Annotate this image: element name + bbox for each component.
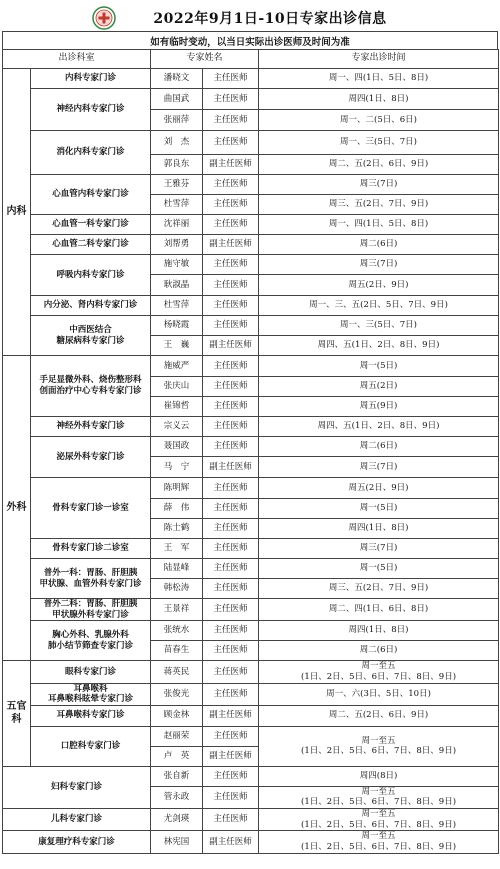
doctor-title-cell: 主任医师: [203, 499, 259, 519]
schedule-time-cell: 周三(7日): [259, 255, 499, 275]
table-header-row: [3, 50, 499, 69]
doctor-title-cell: 主任医师: [203, 110, 259, 131]
doctor-name-cell: 王 军: [151, 539, 203, 559]
department-cell: 胸心外科、乳腺外科 肺小结节筛查专家门诊: [31, 621, 151, 661]
schedule-time-cell: 周三(7日): [259, 175, 499, 195]
schedule-time-cell: 周三(7日): [259, 539, 499, 559]
table-row: [3, 599, 499, 621]
doctor-name-cell: 施威严: [151, 356, 203, 377]
doctor-name-cell: 潘晓文: [151, 69, 203, 89]
schedule-time-cell: 周一、六(3日、5日、10日): [259, 683, 499, 705]
doctor-name-cell: 蒋英民: [151, 661, 203, 683]
schedule-time-cell: 周二(6日): [259, 641, 499, 661]
schedule-time-cell: 周五(2日): [259, 377, 499, 397]
column-header-doctor: 专家姓名: [151, 50, 259, 69]
schedule-time-cell: 周一、三(5日、7日): [259, 316, 499, 336]
doctor-name-cell: 张俊光: [151, 683, 203, 705]
department-cell: 心血管内科专家门诊: [31, 175, 151, 215]
doctor-name-cell: 王雅芬: [151, 175, 203, 195]
doctor-title-cell: 主任医师: [203, 726, 259, 746]
doctor-title-cell: 主任医师: [203, 599, 259, 621]
doctor-name-cell: 聂国政: [151, 437, 203, 457]
table-row: [3, 131, 499, 155]
doctor-title-cell: 主任医师: [203, 397, 259, 417]
category-cell: 五官科: [3, 661, 31, 767]
table-row: [3, 255, 499, 275]
doctor-title-cell: 副主任医师: [203, 457, 259, 478]
schedule-time-cell: 周一(5日): [259, 559, 499, 579]
doctor-title-cell: 主任医师: [203, 766, 259, 786]
doctor-name-cell: 曲国武: [151, 89, 203, 110]
doctor-name-cell: 王景祥: [151, 599, 203, 621]
department-cell: 神经内科专家门诊: [31, 89, 151, 131]
table-row: [3, 683, 499, 705]
doctor-name-cell: 陈士鹤: [151, 519, 203, 539]
doctor-title-cell: 主任医师: [203, 69, 259, 89]
doctor-name-cell: 宗义云: [151, 417, 203, 437]
table-row: [3, 296, 499, 316]
schedule-time-cell: 周一至五 (1日、2日、5日、6日、7日、8日、9日): [259, 661, 499, 683]
doctor-title-cell: 副主任医师: [203, 155, 259, 175]
department-cell: 泌尿外科专家门诊: [31, 437, 151, 478]
doctor-name-cell: 王 巍: [151, 336, 203, 356]
doctor-name-cell: 刘帮勇: [151, 235, 203, 255]
table-row: [3, 356, 499, 377]
schedule-time-cell: 周一(5日): [259, 356, 499, 377]
doctor-name-cell: 杜雪萍: [151, 195, 203, 215]
doctor-name-cell: 尤剑瑛: [151, 809, 203, 831]
doctor-name-cell: 马 宁: [151, 457, 203, 478]
doctor-name-cell: 陆显峰: [151, 559, 203, 579]
schedule-time-cell: 周一、四(1日、5日、8日): [259, 69, 499, 89]
schedule-time-cell: 周二(6日): [259, 437, 499, 457]
doctor-name-cell: 沈祥丽: [151, 215, 203, 235]
department-cell: 康复理疗科专家门诊: [3, 831, 151, 853]
column-header-time: 专家出诊时间: [259, 50, 499, 69]
department-cell: 手足显微外科、烧伤整形科 创面治疗中心专科专家门诊: [31, 356, 151, 417]
doctor-name-cell: 郭良东: [151, 155, 203, 175]
schedule-time-cell: 周三、五(2日、7日、9日): [259, 579, 499, 599]
doctor-title-cell: 主任医师: [203, 316, 259, 336]
schedule-time-cell: 周五(2日、9日): [259, 478, 499, 499]
schedule-time-cell: 周一、三、五(2日、5日、7日、9日): [259, 296, 499, 316]
doctor-title-cell: 副主任医师: [203, 235, 259, 255]
doctor-name-cell: 苗春生: [151, 641, 203, 661]
doctor-title-cell: 副主任医师: [203, 705, 259, 726]
table-row: [3, 316, 499, 336]
table-row: [3, 539, 499, 559]
doctor-title-cell: 主任医师: [203, 661, 259, 683]
page-title: 2022年9月1日-10日专家出诊信息: [153, 11, 387, 27]
department-cell: 心血管一科专家门诊: [31, 215, 151, 235]
doctor-title-cell: 副主任医师: [203, 746, 259, 766]
doctor-name-cell: 刘 杰: [151, 131, 203, 155]
table-row: [3, 235, 499, 255]
doctor-title-cell: 主任医师: [203, 519, 259, 539]
doctor-name-cell: 薛 伟: [151, 499, 203, 519]
doctor-title-cell: 主任医师: [203, 195, 259, 215]
doctor-name-cell: 张统水: [151, 621, 203, 641]
schedule-time-cell: 周五(2日、9日): [259, 275, 499, 296]
table-row: [3, 437, 499, 457]
doctor-title-cell: 主任医师: [203, 296, 259, 316]
doctor-name-cell: 崔锦哲: [151, 397, 203, 417]
table-row: [3, 417, 499, 437]
table-row: [3, 726, 499, 746]
schedule-time-cell: 周五(9日): [259, 397, 499, 417]
schedule-time-cell: 周四(1日、8日): [259, 621, 499, 641]
schedule-time-cell: 周一至五 (1日、2日、5日、6日、7日、8日、9日): [259, 809, 499, 831]
doctor-name-cell: 林宪国: [151, 831, 203, 853]
doctor-title-cell: 主任医师: [203, 478, 259, 499]
schedule-time-cell: 周二、五(2日、6日、9日): [259, 705, 499, 726]
table-row: [3, 661, 499, 683]
schedule-time-cell: 周四、五(1日、2日、8日、9日): [259, 417, 499, 437]
table-row: [3, 559, 499, 579]
doctor-name-cell: 施守敏: [151, 255, 203, 275]
doctor-name-cell: 耿淑晶: [151, 275, 203, 296]
table-row: [3, 89, 499, 110]
department-cell: 耳鼻喉科专家门诊: [31, 705, 151, 726]
column-header-department: 出诊科室: [3, 50, 151, 69]
doctor-name-cell: 卢 英: [151, 746, 203, 766]
department-cell: 普外二科：胃肠、肝胆胰 甲状腺外科专家门诊: [31, 599, 151, 621]
schedule-time-cell: 周一(5日): [259, 499, 499, 519]
doctor-title-cell: 主任医师: [203, 809, 259, 831]
doctor-title-cell: 主任医师: [203, 275, 259, 296]
table-row: [3, 69, 499, 89]
doctor-title-cell: 主任医师: [203, 215, 259, 235]
doctor-title-cell: 主任医师: [203, 621, 259, 641]
schedule-time-cell: 周四(1日、8日): [259, 89, 499, 110]
doctor-title-cell: 主任医师: [203, 255, 259, 275]
department-cell: 眼科专家门诊: [31, 661, 151, 683]
schedule-time-cell: 周二、五(2日、6日、9日): [259, 155, 499, 175]
doctor-title-cell: 主任医师: [203, 579, 259, 599]
department-cell: 内分泌、肾内科专家门诊: [31, 296, 151, 316]
department-cell: 神经外科专家门诊: [31, 417, 151, 437]
table-row: [3, 478, 499, 499]
category-cell: 内科: [3, 69, 31, 356]
table-row: [3, 215, 499, 235]
table-row: [3, 705, 499, 726]
schedule-time-cell: 周三(7日): [259, 457, 499, 478]
doctor-title-cell: 主任医师: [203, 641, 259, 661]
department-cell: 骨科专家门诊二诊室: [31, 539, 151, 559]
doctor-name-cell: 顾金林: [151, 705, 203, 726]
department-cell: 内科专家门诊: [31, 69, 151, 89]
doctor-title-cell: 主任医师: [203, 131, 259, 155]
department-cell: 中西医结合 糖尿病科专家门诊: [31, 316, 151, 356]
table-row: [3, 766, 499, 786]
doctor-name-cell: 张丽萍: [151, 110, 203, 131]
table-row: [3, 831, 499, 853]
table-row: [3, 175, 499, 195]
doctor-title-cell: 副主任医师: [203, 336, 259, 356]
department-cell: 呼吸内科专家门诊: [31, 255, 151, 296]
doctor-title-cell: 主任医师: [203, 786, 259, 808]
doctor-name-cell: 赵丽荣: [151, 726, 203, 746]
doctor-title-cell: 主任医师: [203, 377, 259, 397]
notice-banner: 如有临时变动，以当日实际出诊医师及时间为准: [2, 31, 498, 49]
department-cell: 儿科专家门诊: [3, 809, 151, 831]
department-cell: 骨科专家门诊一诊室: [31, 478, 151, 539]
department-cell: 口腔科专家门诊: [31, 726, 151, 766]
department-cell: 妇科专家门诊: [3, 766, 151, 808]
department-cell: 普外一科：胃肠、肝胆胰 甲状腺、血管外科专家门诊: [31, 559, 151, 599]
doctor-name-cell: 陈明辉: [151, 478, 203, 499]
doctor-name-cell: 杨晓霞: [151, 316, 203, 336]
schedule-table: [2, 49, 499, 854]
doctor-title-cell: 副主任医师: [203, 831, 259, 853]
schedule-time-cell: 周二、四(1日、6日、8日): [259, 599, 499, 621]
schedule-time-cell: 周四、五(1日、2日、8日、9日): [259, 336, 499, 356]
category-cell: 外科: [3, 356, 31, 661]
schedule-time-cell: 周四(8日): [259, 766, 499, 786]
schedule-time-cell: 周四(1日、8日): [259, 519, 499, 539]
schedule-time-cell: 周一、三(5日、7日): [259, 131, 499, 155]
table-row: [3, 809, 499, 831]
department-cell: 消化内科专家门诊: [31, 131, 151, 175]
schedule-body: [3, 69, 499, 854]
schedule-time-cell: 周一至五 (1日、2日、5日、6日、7日、8日、9日): [259, 726, 499, 766]
doctor-name-cell: 张自新: [151, 766, 203, 786]
doctor-name-cell: 张庆山: [151, 377, 203, 397]
department-cell: 耳鼻喉科 耳鼻喉科眩晕专家门诊: [31, 683, 151, 705]
doctor-title-cell: 主任医师: [203, 559, 259, 579]
doctor-title-cell: 主任医师: [203, 356, 259, 377]
schedule-time-cell: 周一、二(5日、6日): [259, 110, 499, 131]
schedule-time-cell: 周二(6日): [259, 235, 499, 255]
doctor-title-cell: 主任医师: [203, 175, 259, 195]
doctor-title-cell: 主任医师: [203, 417, 259, 437]
doctor-title-cell: 主任医师: [203, 437, 259, 457]
table-row: [3, 621, 499, 641]
doctor-name-cell: 韩松涛: [151, 579, 203, 599]
schedule-time-cell: 周一至五 (1日、2日、5日、6日、7日、8日、9日): [259, 831, 499, 853]
doctor-title-cell: 主任医师: [203, 539, 259, 559]
doctor-name-cell: 管永政: [151, 786, 203, 808]
schedule-time-cell: 周一至五 (1日、2日、5日、6日、7日、8日、9日): [259, 786, 499, 808]
department-cell: 心血管二科专家门诊: [31, 235, 151, 255]
doctor-title-cell: 主任医师: [203, 89, 259, 110]
doctor-title-cell: 主任医师: [203, 683, 259, 705]
schedule-time-cell: 周三、五(2日、7日、9日): [259, 195, 499, 215]
doctor-name-cell: 杜雪萍: [151, 296, 203, 316]
schedule-time-cell: 周一、四(1日、5日、8日): [259, 215, 499, 235]
